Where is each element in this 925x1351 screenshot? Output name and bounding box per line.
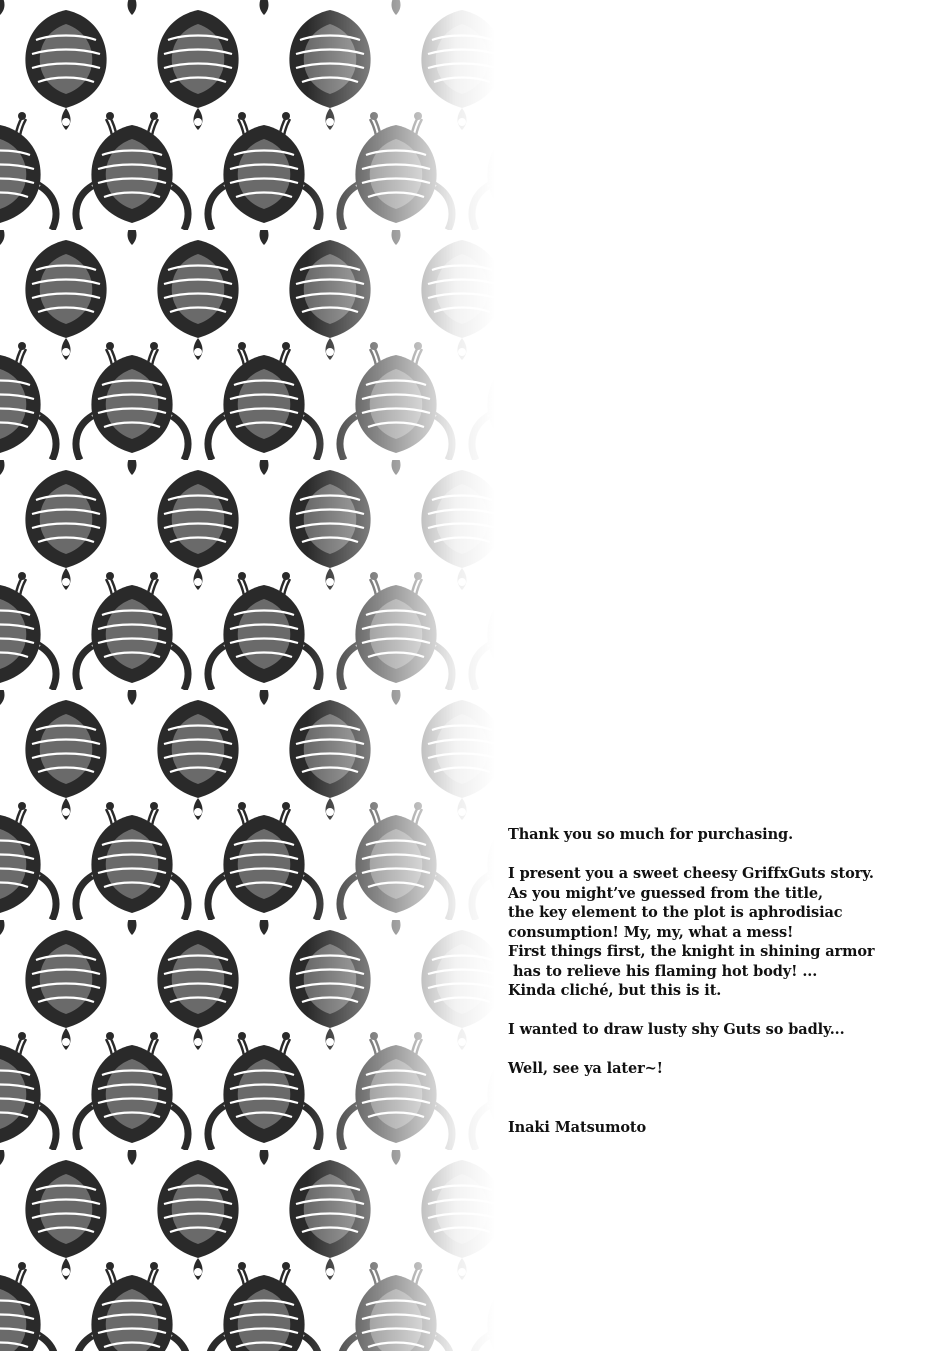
story-line: First things first, the knight in shining armor [508, 943, 875, 960]
story-line: consumption! My, my, what a mess! [508, 923, 794, 941]
story-intro-line: I present you a sweet cheesy GriffxGuts story. [508, 865, 874, 882]
author-signature: Inaki Matsumoto [508, 1118, 647, 1136]
story-line: the key element to the plot is aphrodisiac [508, 904, 843, 921]
thanks-line: Thank you so much for purchasing. [508, 826, 794, 843]
farewell-line: Well, see ya later~! [508, 1060, 663, 1077]
paragraph-gap [508, 1079, 908, 1118]
story-line: As you might’ve guessed from the title, [508, 884, 824, 902]
paragraph-gap [508, 1040, 908, 1060]
wish-line: I wanted to draw lusty shy Guts so badly... [508, 1021, 845, 1038]
afterword-text [508, 825, 908, 1137]
paragraph-gap [508, 1001, 908, 1021]
story-line: has to relieve his flaming hot body! ... [508, 962, 818, 980]
story-line: Kinda cliché, but this is it. [508, 982, 722, 999]
paragraph-gap [508, 845, 908, 865]
